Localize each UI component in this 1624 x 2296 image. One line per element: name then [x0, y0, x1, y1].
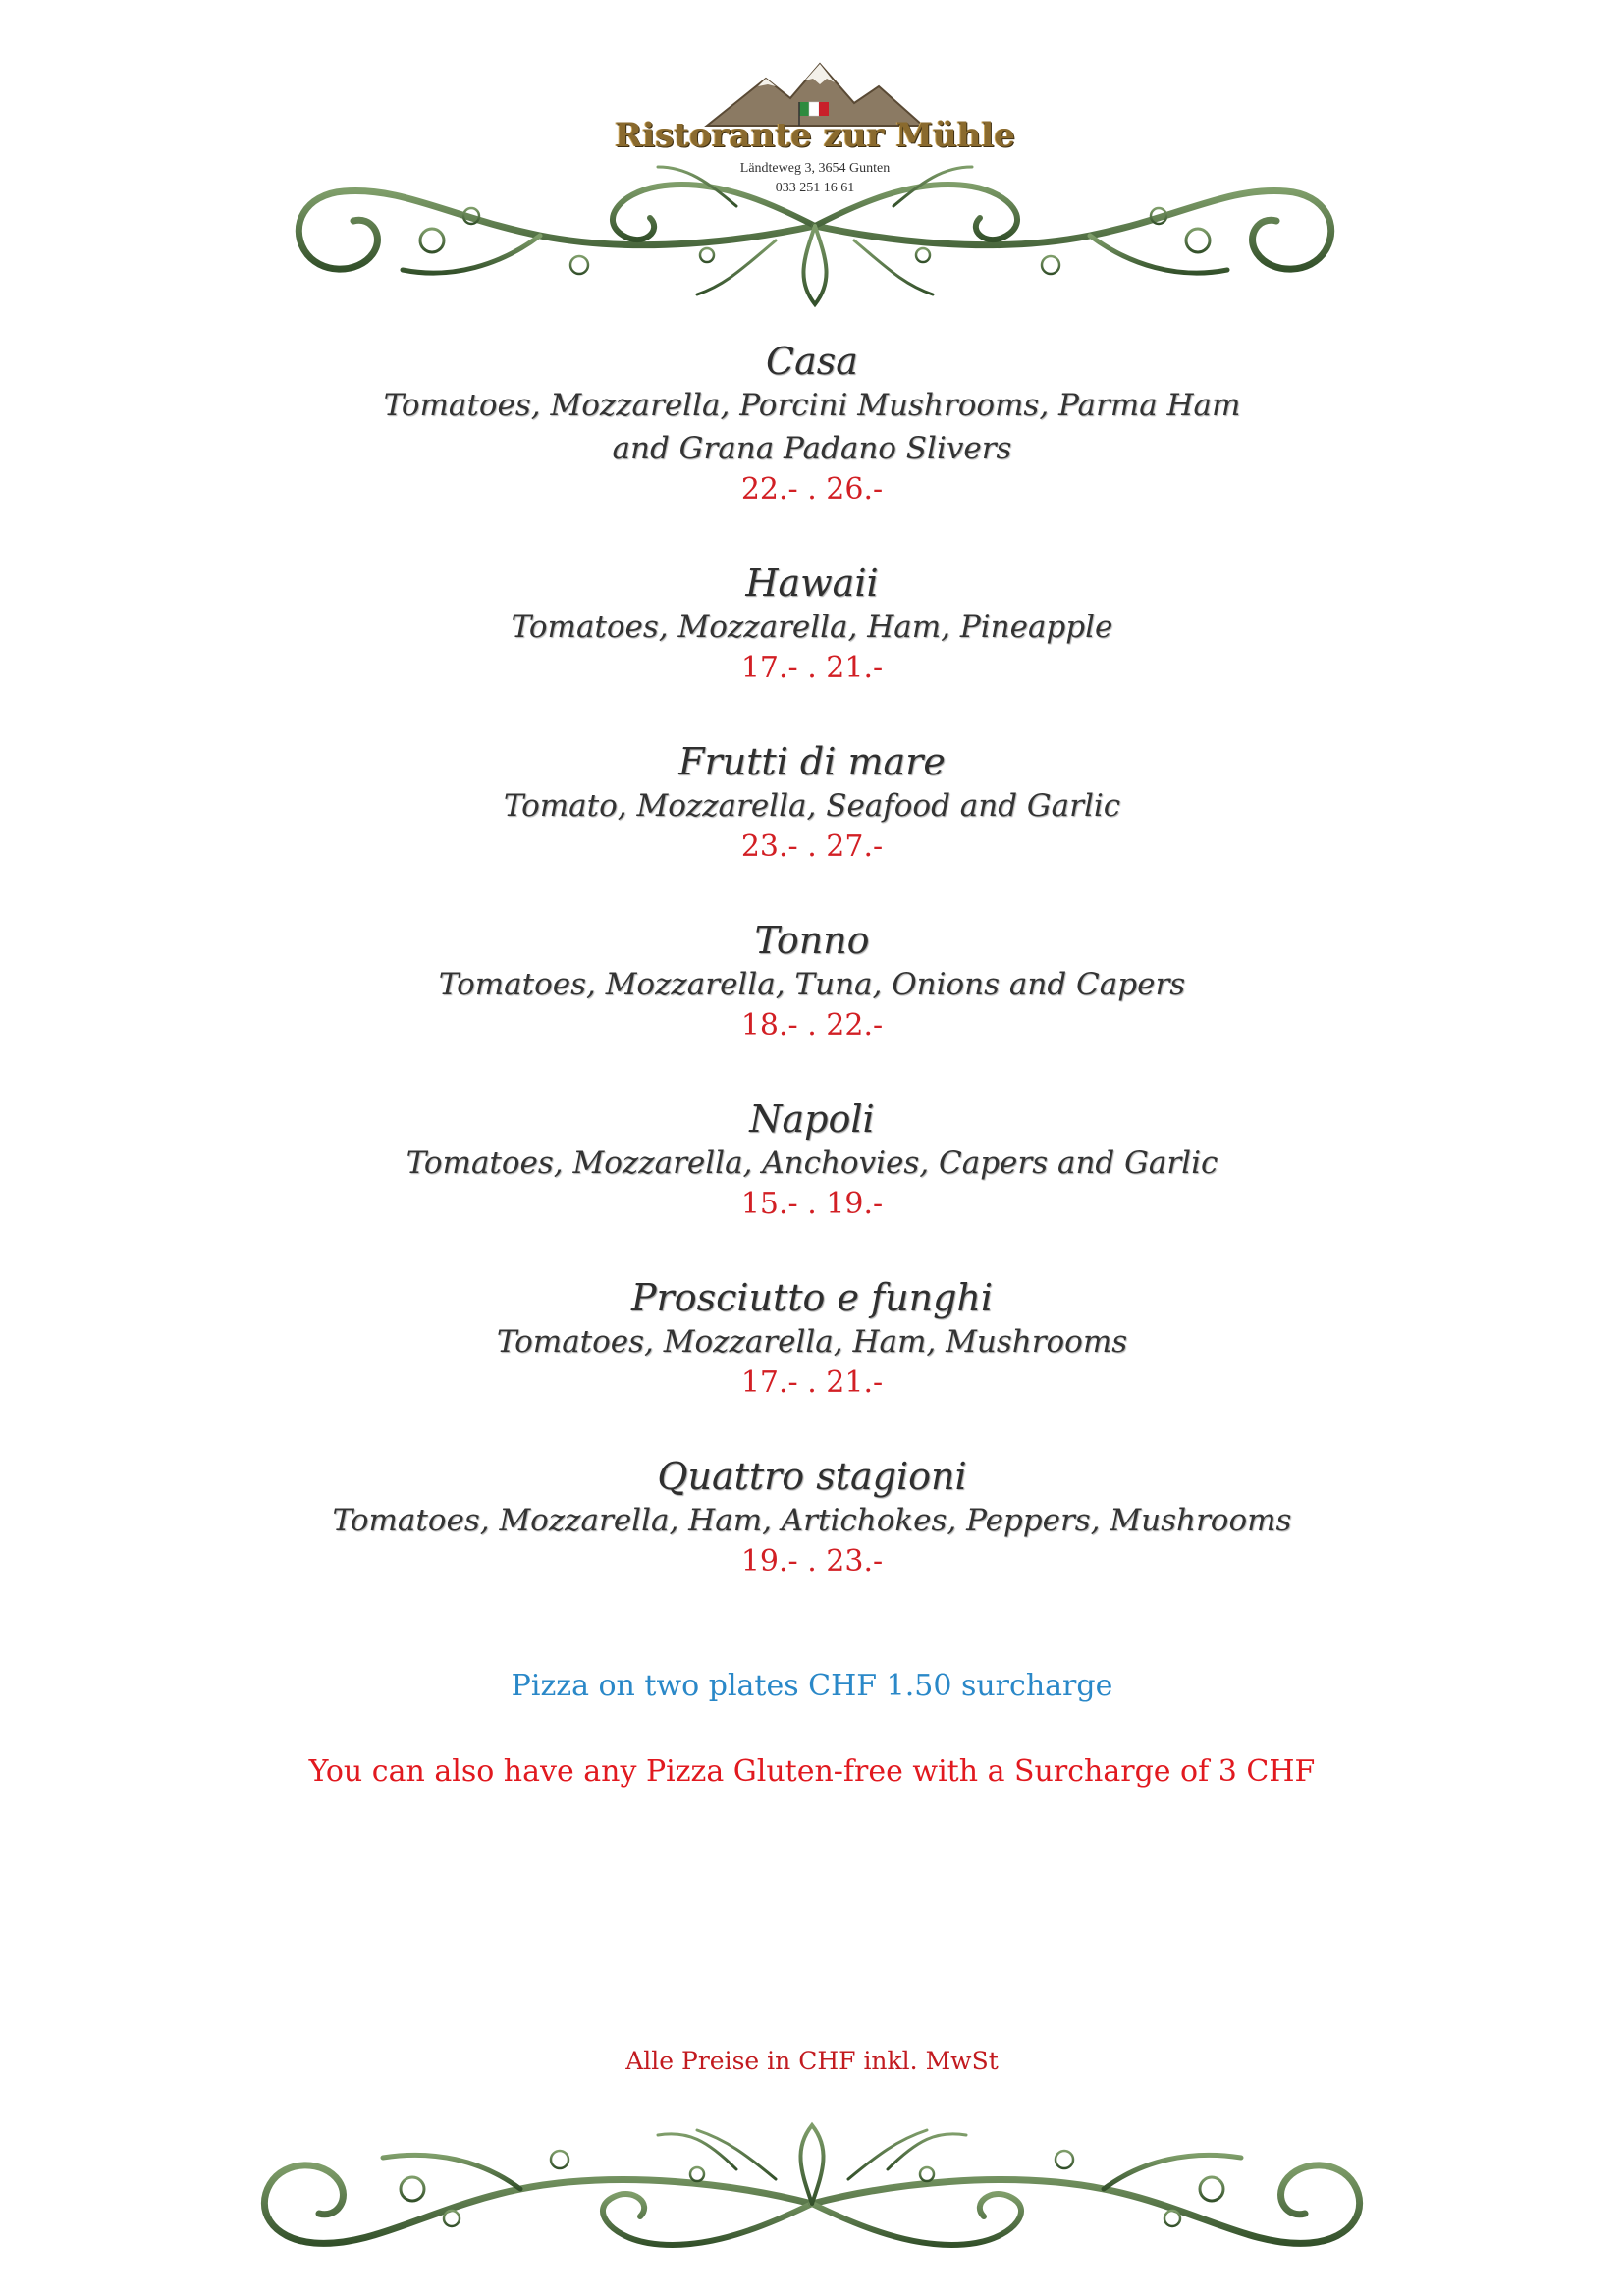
menu-item-price: 22.- . 26.- [740, 472, 884, 507]
menu-item-description: Tomatoes, Mozzarella, Ham, Pineapple [511, 610, 1113, 645]
menu-item [0, 339, 1624, 509]
menu-item [0, 918, 1624, 1045]
menu-item-name: Tonno [754, 919, 870, 962]
menu-item-description: Tomatoes, Mozzarella, Porcini Mushrooms, Parma Ham [383, 388, 1241, 423]
menu-item [0, 1096, 1624, 1224]
menu-item-price: 15.- . 19.- [740, 1187, 884, 1221]
menu-item-description: and Grana Padano Slivers [612, 431, 1012, 466]
restaurant-address: Ländteweg 3, 3654 Gunten [739, 161, 891, 176]
menu-item-name: Hawaii [745, 561, 879, 605]
footer-swirl-ornament-icon [245, 2110, 1379, 2287]
menu-item-description: Tomato, Mozzarella, Seafood and Garlic [503, 788, 1121, 824]
menu-item-price: 19.- . 23.- [740, 1544, 884, 1578]
menu-item-name: Casa [766, 340, 858, 383]
menu-item-name: Frutti di mare [678, 740, 946, 783]
menu-item [0, 1454, 1624, 1581]
menu-item-description: Tomatoes, Mozzarella, Ham, Artichokes, Peppers, Mushrooms [332, 1503, 1292, 1538]
menu-item-description: Tomatoes, Mozzarella, Anchovies, Capers and Garlic [406, 1146, 1218, 1181]
menu-item-description: Tomatoes, Mozzarella, Tuna, Onions and Capers [438, 967, 1186, 1002]
menu-item-name: Prosciutto e funghi [630, 1276, 994, 1319]
restaurant-logo [609, 59, 1021, 216]
menu-item-name: Quattro stagioni [657, 1455, 967, 1498]
two-plates-note: Pizza on two plates CHF 1.50 surcharge [511, 1669, 1113, 1703]
menu-item-price: 23.- . 27.- [740, 829, 884, 864]
menu-item-price: 17.- . 21.- [740, 1365, 884, 1400]
header [0, 0, 1624, 324]
gluten-free-note: You can also have any Pizza Gluten-free with a Surcharge of 3 CHF [308, 1754, 1316, 1789]
menu-item [0, 561, 1624, 688]
menu-item [0, 739, 1624, 867]
restaurant-phone: 033 251 16 61 [775, 181, 855, 195]
menu-item [0, 1275, 1624, 1403]
vat-note: Alle Preise in CHF inkl. MwSt [625, 2047, 999, 2075]
pizza-menu-list [0, 339, 1624, 1632]
menu-item-description: Tomatoes, Mozzarella, Ham, Mushrooms [496, 1324, 1128, 1360]
menu-item-name: Napoli [749, 1097, 875, 1141]
menu-item-price: 18.- . 22.- [740, 1008, 884, 1042]
menu-item-price: 17.- . 21.- [740, 651, 884, 685]
footer [245, 2110, 1379, 2287]
restaurant-name: Ristorante zur Mühle [615, 116, 1015, 155]
